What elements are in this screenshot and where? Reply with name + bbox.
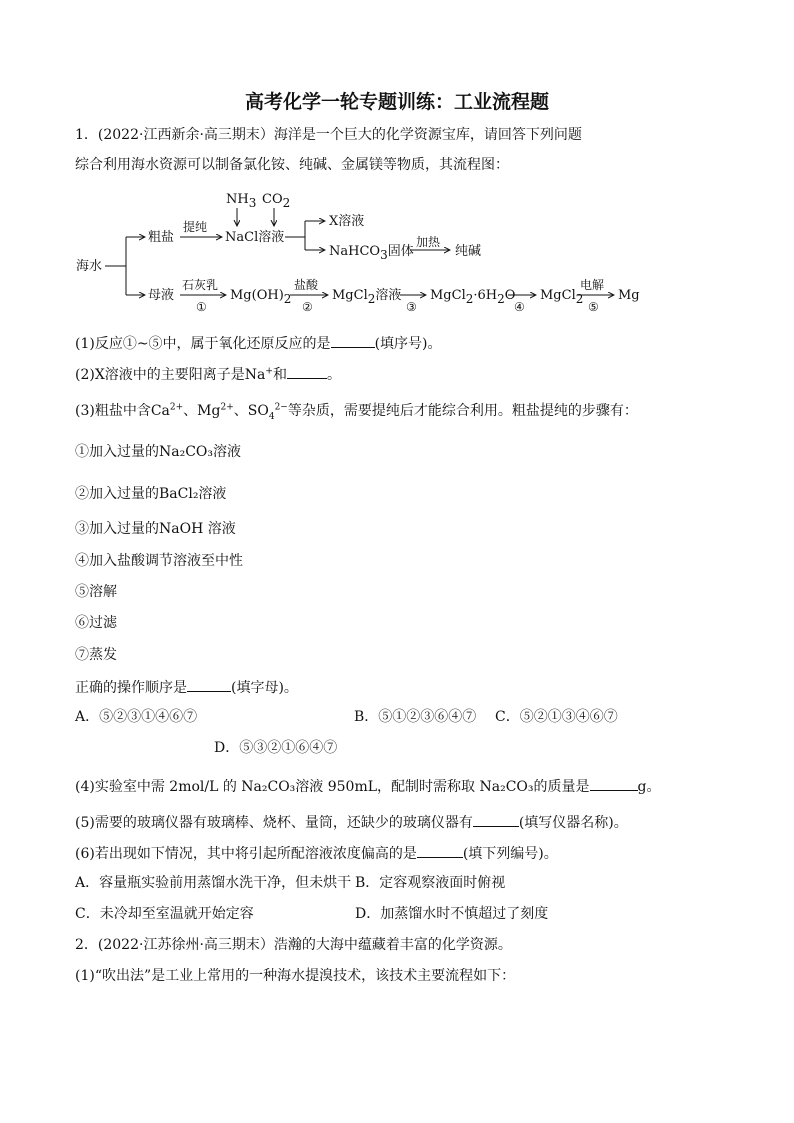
order-question <box>75 677 298 697</box>
co2-sub: 2 <box>282 196 291 210</box>
q1-part4-text: (4)实验室中需 2mol/L 的 Na₂CO₃溶液 950mL，配制时需称取 Na₂CO₃的质量是 <box>75 779 590 795</box>
step2-label: ② <box>302 300 313 314</box>
q1-part3-a: (3)粗盐中含Ca <box>75 403 170 419</box>
answer-blank-3[interactable] <box>187 677 231 692</box>
step3-label: ③ <box>406 300 417 314</box>
part6-option-c: C．未冷却至室温就开始定容 <box>75 906 254 922</box>
q1-part4-end: g。 <box>637 779 661 795</box>
step5-label: ⑤ <box>588 300 599 314</box>
soda-label: 纯碱 <box>455 244 482 259</box>
q1-intro: 综合利用海水资源可以制备氯化铵、纯碱、金属镁等物质，其流程图： <box>75 157 509 173</box>
ca-charge: 2+ <box>169 402 184 413</box>
svg-text:Mg(OH)2 <box>230 288 291 306</box>
nacl-solution-label: NaCl溶液 <box>225 230 285 245</box>
svg-text:CO2 <box>262 192 290 210</box>
svg-text:NaHCO3固体 <box>329 243 414 262</box>
option-d: D．⑤③②①⑥④⑦ <box>214 740 338 756</box>
lime-milk-label: 石灰乳 <box>182 278 219 292</box>
q1-part5-text: (5)需要的玻璃仪器有玻璃棒、烧杯、量筒，还缺少的玻璃仪器有 <box>75 815 473 831</box>
hcl-label: 盐酸 <box>294 278 319 292</box>
mg-label: Mg <box>618 288 640 303</box>
so4-sub: 4 <box>268 411 275 422</box>
mgcl2-hyd-end: O <box>504 288 516 303</box>
q1-part2-end: 。 <box>326 367 341 383</box>
mgcl2-label: MgCl <box>540 288 576 303</box>
q1-part6-end: (填下列编号)。 <box>462 846 558 862</box>
q1-part1-text: (1)反应①~⑤中，属于氧化还原反应的是 <box>75 336 331 352</box>
q1-part2-mid: 和 <box>272 367 287 383</box>
q1-part4 <box>75 776 660 796</box>
q1-part1 <box>75 333 442 353</box>
q1-part2 <box>75 364 341 384</box>
nahco3-rest: 固体 <box>387 244 414 259</box>
na-charge: + <box>265 366 273 377</box>
seawater-label: 海水 <box>76 259 103 274</box>
mgcl2-sol-label: MgCl <box>332 288 368 303</box>
svg-text:NH3 <box>226 192 256 210</box>
svg-text:MgCl2·6H2O <box>430 288 515 306</box>
crude-salt-label: 粗盐 <box>148 230 175 245</box>
answer-blank-4[interactable] <box>590 776 638 791</box>
mg-charge: 2+ <box>220 402 234 413</box>
purify-label: 提纯 <box>183 220 208 234</box>
flow-diagram <box>0 0 794 330</box>
step4-label: ④ <box>514 300 525 314</box>
mgcl2-hyd-sub: 2 <box>465 292 474 306</box>
answer-blank-5[interactable] <box>473 812 519 827</box>
q1-part1-end: (填序号)。 <box>374 336 442 352</box>
step-item: ③加入过量的NaOH 溶液 <box>75 521 236 537</box>
mgcl2-sub: 2 <box>575 292 584 306</box>
option-c: C．⑤②①③④⑥⑦ <box>495 709 618 725</box>
part6-option-a: A．容量瓶实验前用蒸馏水洗干净，但未烘干 <box>75 875 352 891</box>
svg-text:MgCl2溶液 <box>332 287 401 306</box>
answer-blank-1[interactable] <box>331 333 375 348</box>
q2-header: 2．(2022·江苏徐州·高三期末）浩瀚的大海中蕴藏着丰富的化学资源。 <box>75 937 512 953</box>
option-a: A．⑤②③①④⑥⑦ <box>75 709 198 725</box>
q1-part6-text: (6)若出现如下情况，其中将引起所配溶液浓度偏高的是 <box>75 846 417 862</box>
x-solution-label: X溶液 <box>329 214 365 229</box>
q1-part3 <box>75 402 638 420</box>
part6-option-d: D．加蒸馏水时不慎超过了刻度 <box>355 906 549 922</box>
answer-blank-6[interactable] <box>417 843 463 858</box>
q2-part1: (1)“吹出法”是工业上常用的一种海水提溴技术，该技术主要流程如下： <box>75 968 516 984</box>
order-question-text: 正确的操作顺序是 <box>75 680 187 696</box>
step-item: ⑦蒸发 <box>75 647 117 663</box>
order-question-end: (填字母)。 <box>231 680 298 696</box>
mgcl2-hyd-sub2: 2 <box>497 292 505 306</box>
co2-label: CO <box>262 192 283 207</box>
mgoh2-label: Mg(OH) <box>230 288 284 303</box>
q1-part5-end: (填写仪器名称)。 <box>518 815 628 831</box>
nahco3-sub: 3 <box>380 248 388 262</box>
mgcl2-hyd-rest: ·6H <box>473 288 498 303</box>
heat-label: 加热 <box>416 235 441 249</box>
q1-part5 <box>75 812 628 832</box>
q1-part3-b: 、Mg <box>183 403 221 419</box>
mgcl2-hyd-label: MgCl <box>430 288 466 303</box>
so4-charge: 2− <box>274 402 288 413</box>
nh3-sub: 3 <box>248 196 257 210</box>
q1-part2-text: (2)X溶液中的主要阳离子是Na <box>75 367 266 383</box>
step-item: ①加入过量的Na₂CO₃溶液 <box>75 444 242 460</box>
page-title: 高考化学一轮专题训练：工业流程题 <box>244 91 549 113</box>
nahco3-label: NaHCO <box>329 244 381 259</box>
q1-part3-d: 等杂质，需要提纯后才能综合利用。粗盐提纯的步骤有： <box>287 403 638 419</box>
svg-text:MgCl2 <box>540 288 583 306</box>
mother-liquor-label: 母液 <box>148 288 175 303</box>
q1-part3-c: 、SO <box>233 403 269 419</box>
part6-option-b: B．定容观察液面时俯视 <box>355 875 506 891</box>
mgcl2-sol-rest: 溶液 <box>375 288 402 303</box>
mgoh2-sub: 2 <box>283 292 292 306</box>
answer-blank-2[interactable] <box>287 364 327 379</box>
q1-header: 1．(2022·江西新余·高三期末）海洋是一个巨大的化学资源宝库，请回答下列问题 <box>75 127 582 143</box>
q1-part6 <box>75 843 558 863</box>
option-b: B．⑤①②③⑥④⑦ <box>354 709 477 725</box>
mgcl2-sol-sub: 2 <box>367 292 376 306</box>
nh3-label: NH <box>226 192 249 207</box>
step-item: ②加入过量的BaCl₂溶液 <box>75 486 227 502</box>
electrolysis-label: 电解 <box>580 278 605 292</box>
step1-label: ① <box>196 300 207 314</box>
step-item: ④加入盐酸调节溶液至中性 <box>75 553 243 569</box>
step-item: ⑤溶解 <box>75 584 117 600</box>
step-item: ⑥过滤 <box>75 615 117 631</box>
